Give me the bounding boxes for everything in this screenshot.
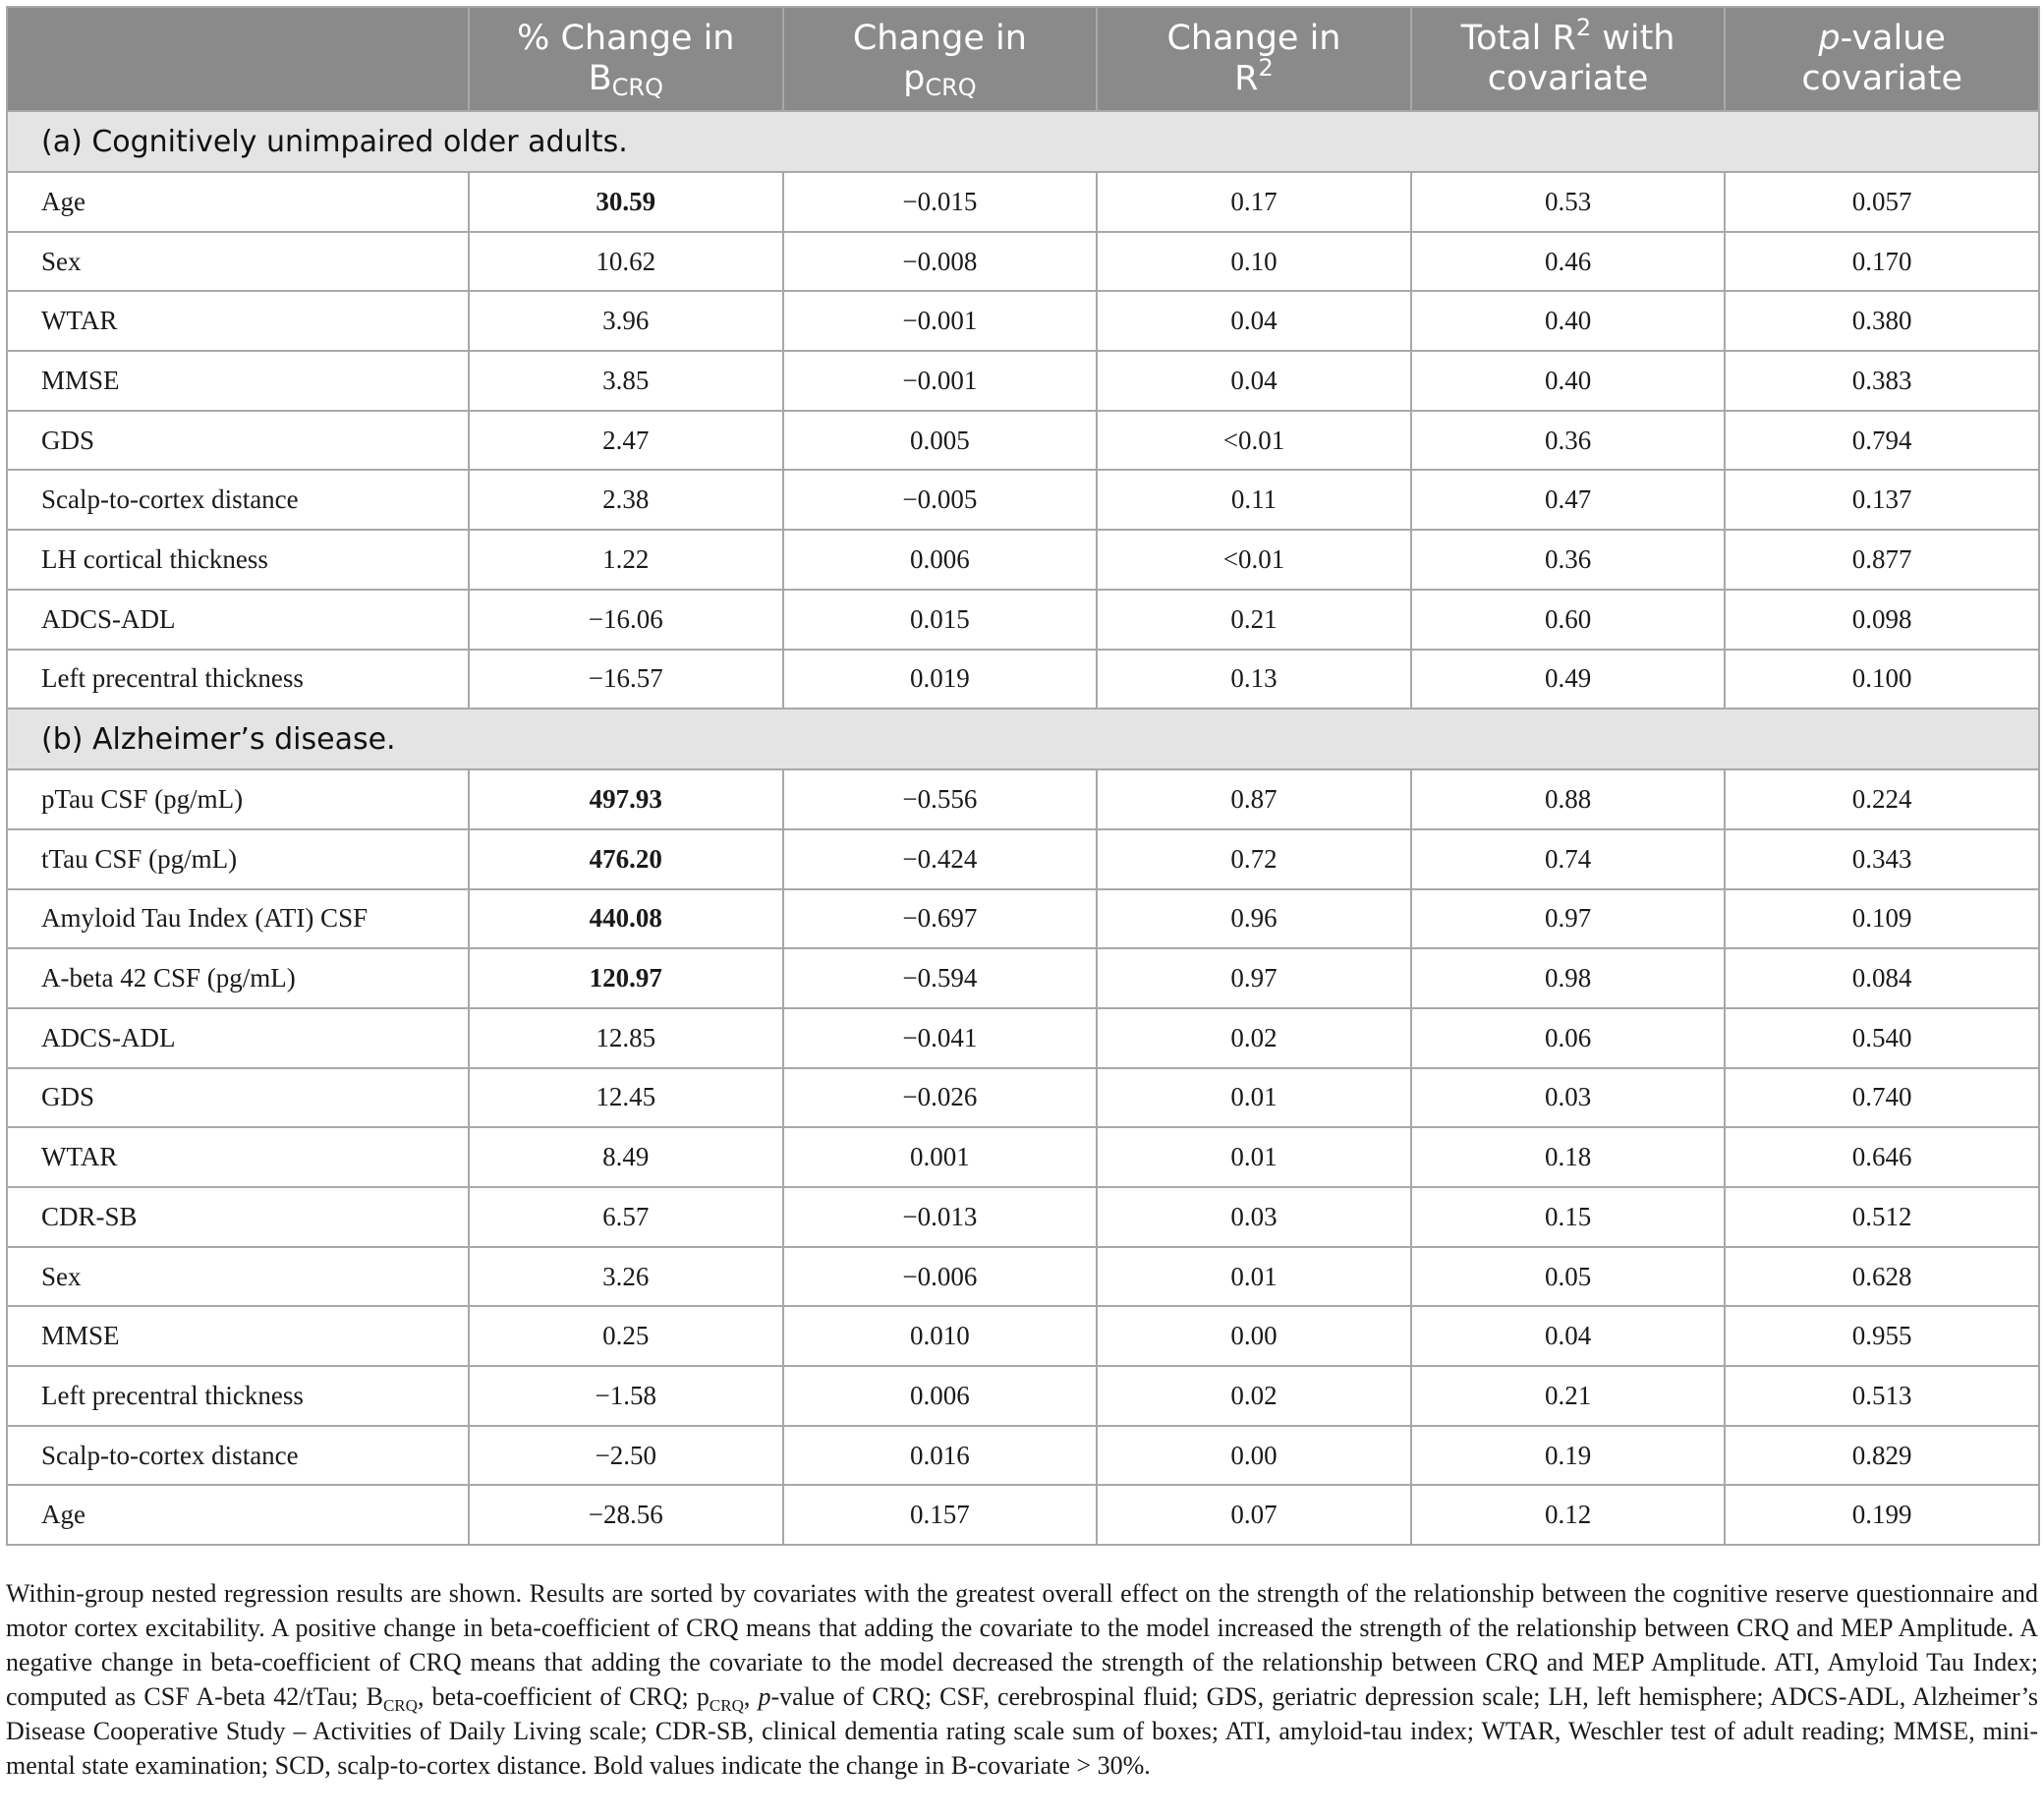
- cell-p-change: −0.697: [783, 889, 1098, 949]
- cell-r2-change: 0.02: [1097, 1366, 1411, 1426]
- cell-covariate: WTAR: [7, 291, 469, 351]
- cell-p-value: 0.343: [1725, 829, 2039, 889]
- cell-covariate: MMSE: [7, 1306, 469, 1366]
- cell-p-change: −0.001: [783, 351, 1098, 411]
- header-row: [7, 7, 2039, 111]
- cell-r2-change: 0.01: [1097, 1247, 1411, 1307]
- regression-table: [6, 6, 2040, 1546]
- cell-covariate: Scalp-to-cortex distance: [7, 1426, 469, 1486]
- cell-b-change: 3.26: [469, 1247, 783, 1307]
- cell-covariate: Left precentral thickness: [7, 650, 469, 710]
- cell-p-value: 0.109: [1725, 889, 2039, 949]
- table-row: [7, 351, 2039, 411]
- cell-r2-change: 0.04: [1097, 291, 1411, 351]
- cell-r2-change: 0.72: [1097, 829, 1411, 889]
- cell-p-change: 0.016: [783, 1426, 1098, 1486]
- cell-b-change: 0.25: [469, 1306, 783, 1366]
- cell-total-r2: 0.97: [1411, 889, 1726, 949]
- cell-p-change: −0.041: [783, 1008, 1098, 1068]
- cell-p-change: 0.019: [783, 650, 1098, 710]
- cell-covariate: Sex: [7, 1247, 469, 1307]
- cell-covariate: ADCS-ADL: [7, 590, 469, 650]
- cell-p-value: 0.540: [1725, 1008, 2039, 1068]
- cell-r2-change: 0.21: [1097, 590, 1411, 650]
- cell-total-r2: 0.46: [1411, 232, 1726, 292]
- cell-p-change: 0.157: [783, 1485, 1098, 1545]
- header-p-value: p-value covariate: [1725, 7, 2039, 111]
- cell-p-change: −0.005: [783, 470, 1098, 530]
- table-row: [7, 1247, 2039, 1307]
- cell-b-change: 3.96: [469, 291, 783, 351]
- cell-p-change: −0.008: [783, 232, 1098, 292]
- cell-r2-change: 0.10: [1097, 232, 1411, 292]
- cell-total-r2: 0.60: [1411, 590, 1726, 650]
- cell-total-r2: 0.36: [1411, 530, 1726, 590]
- cell-p-value: 0.628: [1725, 1247, 2039, 1307]
- table-body: [7, 111, 2039, 1545]
- cell-p-value: 0.513: [1725, 1366, 2039, 1426]
- cell-total-r2: 0.49: [1411, 650, 1726, 710]
- cell-r2-change: 0.00: [1097, 1426, 1411, 1486]
- cell-p-change: −0.013: [783, 1187, 1098, 1247]
- cell-covariate: A-beta 42 CSF (pg/mL): [7, 948, 469, 1008]
- cell-total-r2: 0.74: [1411, 829, 1726, 889]
- table-row: [7, 1426, 2039, 1486]
- cell-total-r2: 0.05: [1411, 1247, 1726, 1307]
- cell-p-value: 0.512: [1725, 1187, 2039, 1247]
- cell-r2-change: 0.87: [1097, 769, 1411, 829]
- table-row: [7, 1008, 2039, 1068]
- cell-covariate: Age: [7, 172, 469, 232]
- cell-b-change: 497.93: [469, 769, 783, 829]
- cell-total-r2: 0.15: [1411, 1187, 1726, 1247]
- cell-p-change: −0.006: [783, 1247, 1098, 1307]
- cell-b-change: −2.50: [469, 1426, 783, 1486]
- cell-p-value: 0.170: [1725, 232, 2039, 292]
- cell-total-r2: 0.06: [1411, 1008, 1726, 1068]
- cell-r2-change: 0.02: [1097, 1008, 1411, 1068]
- header-total-r2: Total $R^2$ with covariate: [1411, 7, 1726, 111]
- cell-covariate: Sex: [7, 232, 469, 292]
- cell-p-change: −0.026: [783, 1068, 1098, 1128]
- cell-total-r2: 0.98: [1411, 948, 1726, 1008]
- table-row: [7, 948, 2039, 1008]
- cell-p-change: −0.015: [783, 172, 1098, 232]
- cell-covariate: GDS: [7, 1068, 469, 1128]
- table-container: [6, 6, 2038, 1546]
- cell-total-r2: 0.40: [1411, 351, 1726, 411]
- cell-p-change: 0.001: [783, 1127, 1098, 1187]
- cell-total-r2: 0.40: [1411, 291, 1726, 351]
- cell-b-change: 440.08: [469, 889, 783, 949]
- cell-total-r2: 0.21: [1411, 1366, 1726, 1426]
- cell-r2-change: 0.07: [1097, 1485, 1411, 1545]
- cell-p-value: 0.794: [1725, 411, 2039, 471]
- table-row: [7, 590, 2039, 650]
- cell-total-r2: 0.19: [1411, 1426, 1726, 1486]
- cell-r2-change: 0.00: [1097, 1306, 1411, 1366]
- cell-p-value: 0.084: [1725, 948, 2039, 1008]
- cell-p-value: 0.224: [1725, 769, 2039, 829]
- cell-b-change: 12.45: [469, 1068, 783, 1128]
- cell-p-value: 0.098: [1725, 590, 2039, 650]
- cell-p-value: 0.199: [1725, 1485, 2039, 1545]
- table-row: [7, 172, 2039, 232]
- table-row: [7, 1306, 2039, 1366]
- table-row: [7, 1127, 2039, 1187]
- table-row: [7, 232, 2039, 292]
- cell-r2-change: <0.01: [1097, 411, 1411, 471]
- section-row: [7, 709, 2039, 769]
- cell-total-r2: 0.03: [1411, 1068, 1726, 1128]
- cell-total-r2: 0.88: [1411, 769, 1726, 829]
- cell-r2-change: 0.97: [1097, 948, 1411, 1008]
- cell-p-change: −0.424: [783, 829, 1098, 889]
- cell-covariate: MMSE: [7, 351, 469, 411]
- table-row: [7, 1068, 2039, 1128]
- cell-p-change: −0.594: [783, 948, 1098, 1008]
- cell-p-value: 0.955: [1725, 1306, 2039, 1366]
- cell-covariate: tTau CSF (pg/mL): [7, 829, 469, 889]
- cell-covariate: CDR-SB: [7, 1187, 469, 1247]
- cell-covariate: WTAR: [7, 1127, 469, 1187]
- cell-total-r2: 0.36: [1411, 411, 1726, 471]
- cell-b-change: −1.58: [469, 1366, 783, 1426]
- cell-b-change: 2.47: [469, 411, 783, 471]
- cell-covariate: Left precentral thickness: [7, 1366, 469, 1426]
- cell-b-change: 6.57: [469, 1187, 783, 1247]
- cell-p-change: −0.001: [783, 291, 1098, 351]
- cell-b-change: 120.97: [469, 948, 783, 1008]
- cell-b-change: −16.06: [469, 590, 783, 650]
- cell-covariate: GDS: [7, 411, 469, 471]
- cell-p-change: −0.556: [783, 769, 1098, 829]
- cell-p-value: 0.380: [1725, 291, 2039, 351]
- header-b-change: % Change in $B_{CRQ}$: [469, 7, 783, 111]
- cell-b-change: 1.22: [469, 530, 783, 590]
- table-row: [7, 411, 2039, 471]
- table-row: [7, 829, 2039, 889]
- cell-p-value: 0.057: [1725, 172, 2039, 232]
- cell-p-value: 0.877: [1725, 530, 2039, 590]
- table-row: [7, 1187, 2039, 1247]
- cell-r2-change: 0.04: [1097, 351, 1411, 411]
- table-row: [7, 470, 2039, 530]
- cell-p-value: 0.100: [1725, 650, 2039, 710]
- table-row: [7, 530, 2039, 590]
- cell-b-change: 10.62: [469, 232, 783, 292]
- cell-p-value: 0.646: [1725, 1127, 2039, 1187]
- cell-covariate: pTau CSF (pg/mL): [7, 769, 469, 829]
- cell-covariate: Amyloid Tau Index (ATI) CSF: [7, 889, 469, 949]
- cell-b-change: 8.49: [469, 1127, 783, 1187]
- cell-b-change: −16.57: [469, 650, 783, 710]
- cell-p-change: 0.010: [783, 1306, 1098, 1366]
- cell-p-value: 0.383: [1725, 351, 2039, 411]
- cell-b-change: 2.38: [469, 470, 783, 530]
- cell-total-r2: 0.04: [1411, 1306, 1726, 1366]
- table-row: [7, 769, 2039, 829]
- section-title: (b) Alzheimer’s disease.: [7, 709, 2039, 769]
- cell-p-value: 0.137: [1725, 470, 2039, 530]
- cell-covariate: Scalp-to-cortex distance: [7, 470, 469, 530]
- header-covariate: [7, 7, 469, 111]
- cell-p-value: 0.829: [1725, 1426, 2039, 1486]
- cell-r2-change: 0.17: [1097, 172, 1411, 232]
- cell-r2-change: 0.01: [1097, 1127, 1411, 1187]
- cell-p-change: 0.006: [783, 1366, 1098, 1426]
- header-r2-change: Change in $R^2$: [1097, 7, 1411, 111]
- cell-r2-change: 0.03: [1097, 1187, 1411, 1247]
- cell-r2-change: 0.96: [1097, 889, 1411, 949]
- cell-b-change: 3.85: [469, 351, 783, 411]
- cell-covariate: ADCS-ADL: [7, 1008, 469, 1068]
- table-row: [7, 1366, 2039, 1426]
- cell-total-r2: 0.47: [1411, 470, 1726, 530]
- section-row: [7, 111, 2039, 172]
- cell-b-change: 476.20: [469, 829, 783, 889]
- section-title: (a) Cognitively unimpaired older adults.: [7, 111, 2039, 172]
- table-row: [7, 291, 2039, 351]
- cell-p-change: 0.015: [783, 590, 1098, 650]
- header-p-change: Change in $p_{CRQ}$: [783, 7, 1098, 111]
- cell-b-change: 12.85: [469, 1008, 783, 1068]
- cell-p-change: 0.006: [783, 530, 1098, 590]
- cell-total-r2: 0.18: [1411, 1127, 1726, 1187]
- cell-p-value: 0.740: [1725, 1068, 2039, 1128]
- cell-r2-change: <0.01: [1097, 530, 1411, 590]
- cell-b-change: −28.56: [469, 1485, 783, 1545]
- table-footnote: Within-group nested regression results are shown. Results are sorted by covariates with the greatest overall effect on the strength of the relationship between the cognitive reserve questionnaire and motor cortex excitability. A positive change in beta-coefficient of CRQ means that adding the covariate to the model increased the strength of the relationship between CRQ and MEP Amplitude. A negative change in beta-coefficient of CRQ means that adding the covariate to the model decreased the strength of the relationship between CRQ and MEP Amplitude. ATI, Amyloid Tau Index; computed as CSF A-beta 42/tTau; $B_{CRQ}$, beta-coefficient of CRQ; $p_{CRQ}$, p-value of CRQ; CSF, cerebrospinal fluid; GDS, geriatric depression scale; LH, left hemisphere; ADCS-ADL, Alzheimer’s Disease Cooperative Study – Activities of Daily Living scale; CDR-SB, clinical dementia rating scale sum of boxes; ATI, amyloid-tau index; WTAR, Weschler test of adult reading; MMSE, mini-mental state examination; SCD, scalp-to-cortex distance. Bold values indicate the change in B-covariate > 30%.: [6, 1579, 2039, 1780]
- cell-b-change: 30.59: [469, 172, 783, 232]
- cell-p-change: 0.005: [783, 411, 1098, 471]
- cell-total-r2: 0.12: [1411, 1485, 1726, 1545]
- cell-covariate: Age: [7, 1485, 469, 1545]
- cell-r2-change: 0.13: [1097, 650, 1411, 710]
- table-row: [7, 650, 2039, 710]
- cell-total-r2: 0.53: [1411, 172, 1726, 232]
- cell-r2-change: 0.01: [1097, 1068, 1411, 1128]
- table-row: [7, 1485, 2039, 1545]
- cell-r2-change: 0.11: [1097, 470, 1411, 530]
- table-row: [7, 889, 2039, 949]
- cell-covariate: LH cortical thickness: [7, 530, 469, 590]
